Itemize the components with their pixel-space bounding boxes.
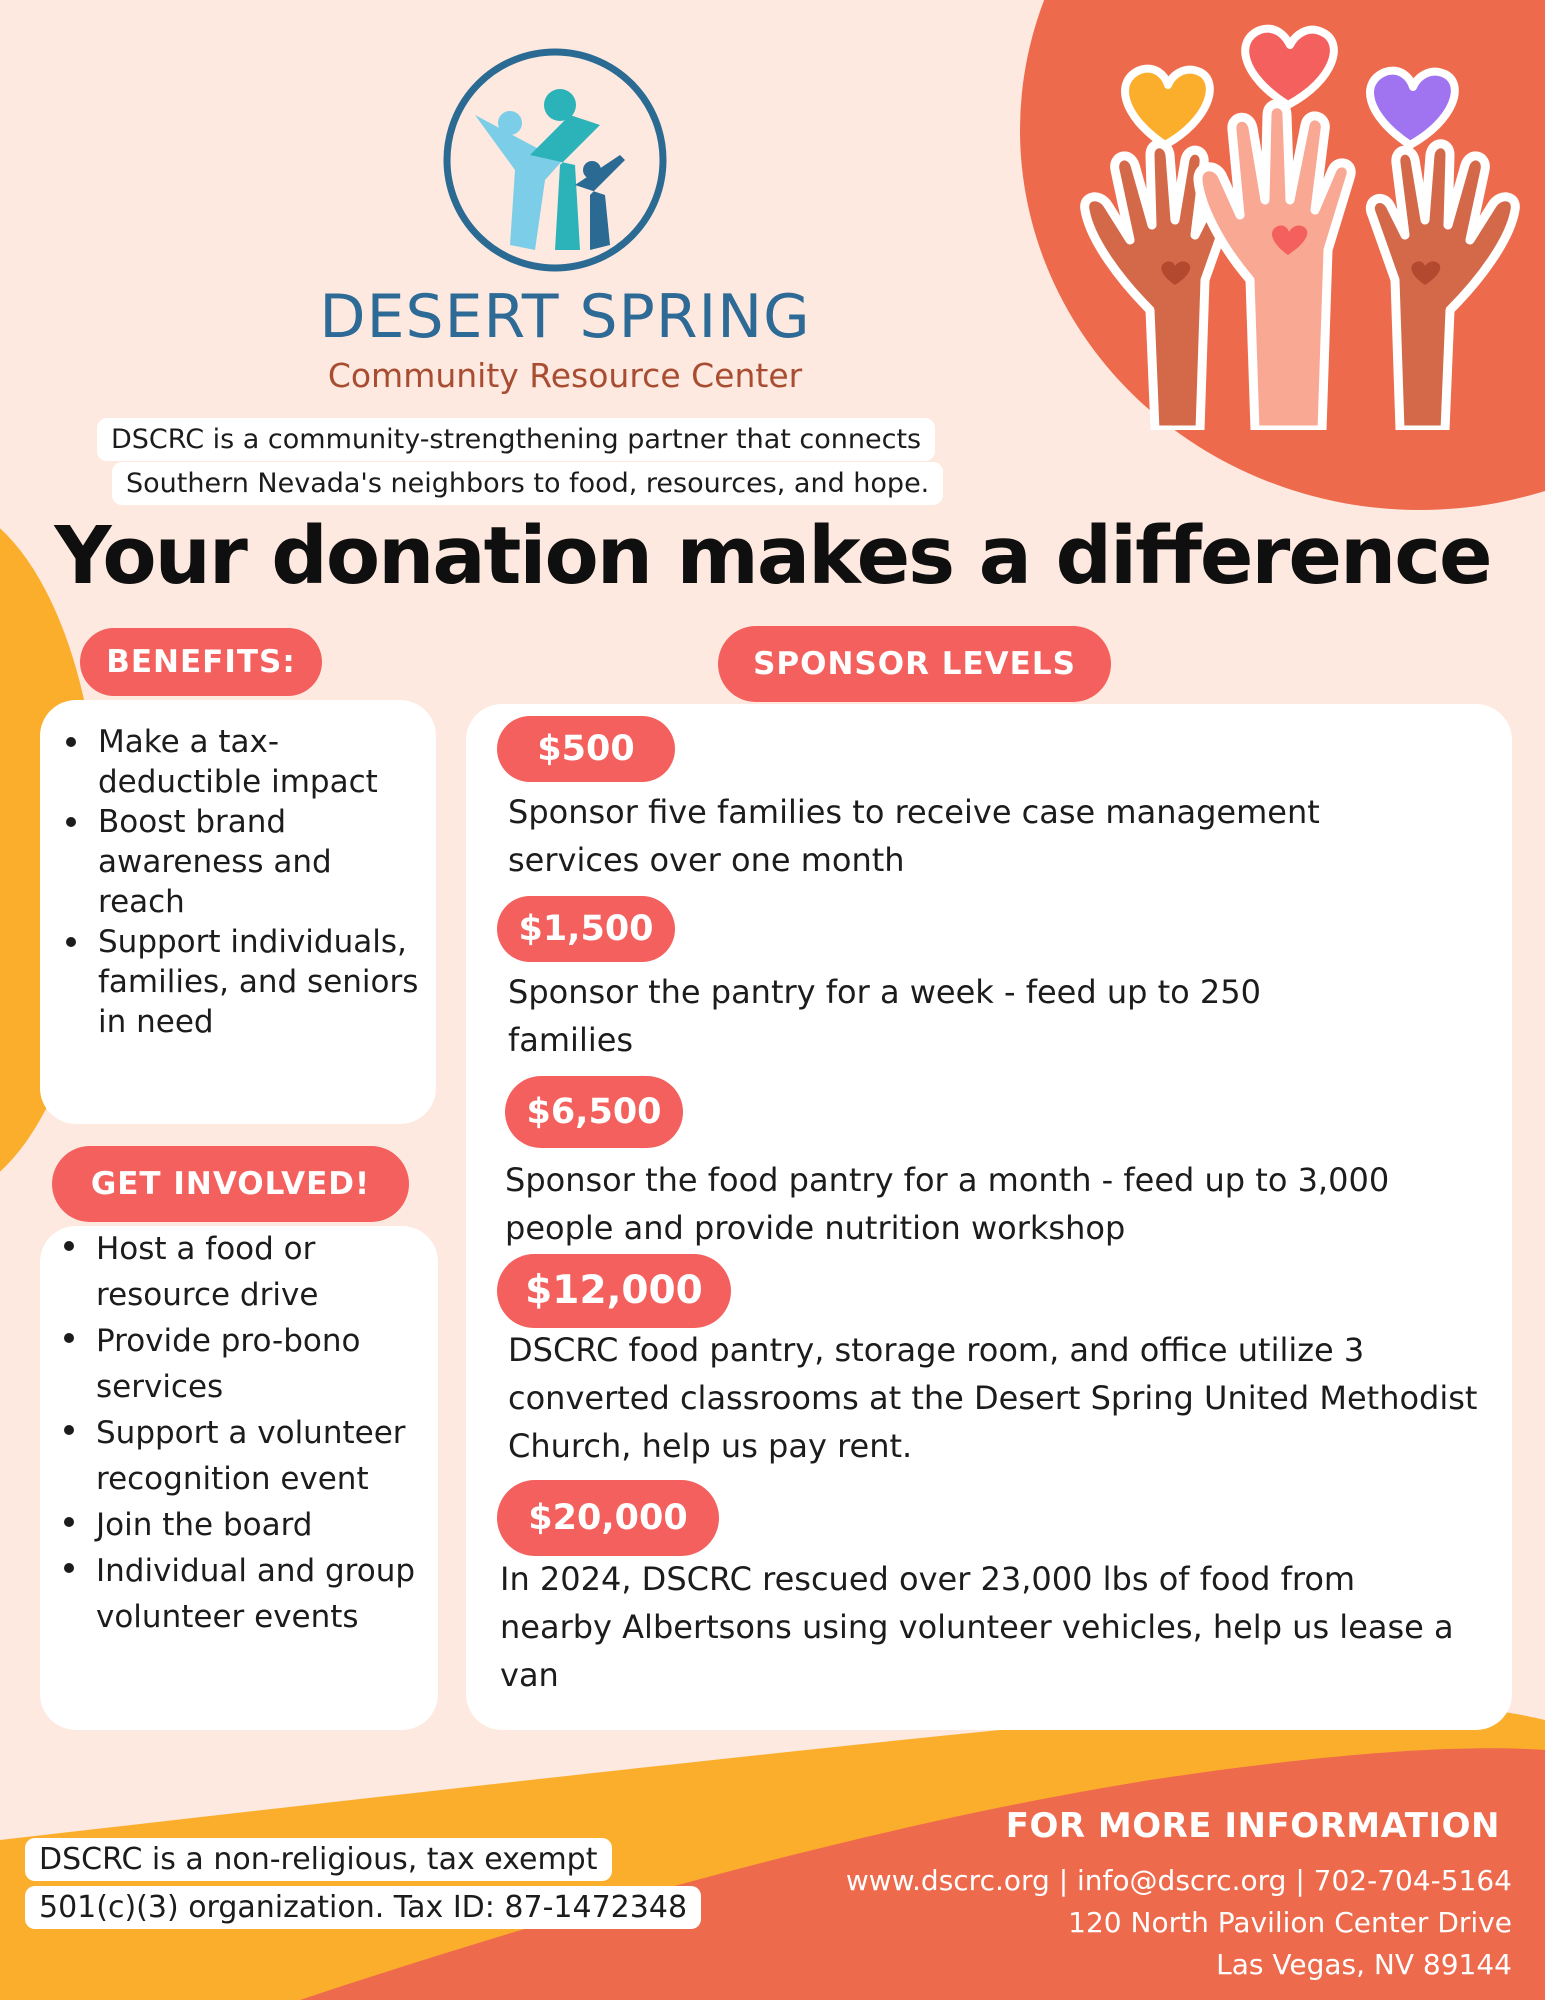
benefit-item: Support individuals, families, and seniors in need	[42, 922, 422, 1042]
sponsor-amount: $6,500	[505, 1076, 683, 1148]
contact-title: FOR MORE INFORMATION	[1005, 1806, 1500, 1846]
sponsor-amount: $1,500	[497, 896, 675, 962]
sponsor-description: In 2024, DSCRC rescued over 23,000 lbs of food from nearby Albertsons using volunteer vehicles, help us lease a van	[500, 1560, 1454, 1694]
sponsor-description: Sponsor the pantry for a week - feed up to 250 families	[508, 973, 1261, 1059]
mission-statement-line1: DSCRC is a community-strengthening partner that connects	[97, 418, 935, 461]
involved-item: Join the board	[40, 1502, 438, 1548]
involved-item: Provide pro-bono services	[40, 1318, 438, 1410]
contact-street-address: 120 North Pavilion Center Drive	[1068, 1906, 1512, 1939]
sponsor-description: DSCRC food pantry, storage room, and office utilize 3 converted classrooms at the Desert Spring United Methodist Church, help us pay rent.	[508, 1331, 1478, 1465]
sponsor-levels-label: SPONSOR LEVELS	[718, 626, 1111, 702]
sponsor-description: Sponsor the food pantry for a month - feed up to 3,000 people and provide nutrition workshop	[505, 1161, 1390, 1247]
sponsor-amount: $12,000	[497, 1254, 731, 1328]
benefit-item: Make a tax-deductible impact	[42, 722, 422, 802]
get-involved-list	[40, 1226, 438, 1640]
logo-subtitle: Community Resource Center	[327, 356, 803, 395]
benefits-label: BENEFITS:	[80, 628, 322, 696]
sponsor-amount: $500	[497, 716, 675, 782]
benefit-item: Boost brand awareness and reach	[42, 802, 422, 922]
mission-statement-line2: Southern Nevada's neighbors to food, resources, and hope.	[112, 462, 943, 505]
benefits-list	[42, 722, 422, 1042]
logo-title: DESERT SPRING	[319, 282, 811, 352]
headline: Your donation makes a difference	[54, 510, 1491, 602]
raised-hands-hearts-icon	[1060, 20, 1540, 430]
contact-city-address: Las Vegas, NV 89144	[1216, 1948, 1512, 1981]
contact-web-email-phone[interactable]: www.dscrc.org | info@dscrc.org | 702-704-5164	[845, 1864, 1512, 1897]
involved-item: Support a volunteer recognition event	[40, 1410, 438, 1502]
involved-item: Host a food or resource drive	[40, 1226, 438, 1318]
sponsor-amount: $20,000	[497, 1480, 719, 1556]
tax-status-line2: 501(c)(3) organization. Tax ID: 87-1472348	[25, 1886, 701, 1929]
get-involved-label: GET INVOLVED!	[52, 1146, 409, 1222]
logo-emblem-icon	[440, 45, 670, 275]
sponsor-description: Sponsor five families to receive case management services over one month	[508, 793, 1320, 879]
involved-item: Individual and group volunteer events	[40, 1548, 438, 1640]
tax-status-line1: DSCRC is a non-religious, tax exempt	[25, 1838, 612, 1881]
